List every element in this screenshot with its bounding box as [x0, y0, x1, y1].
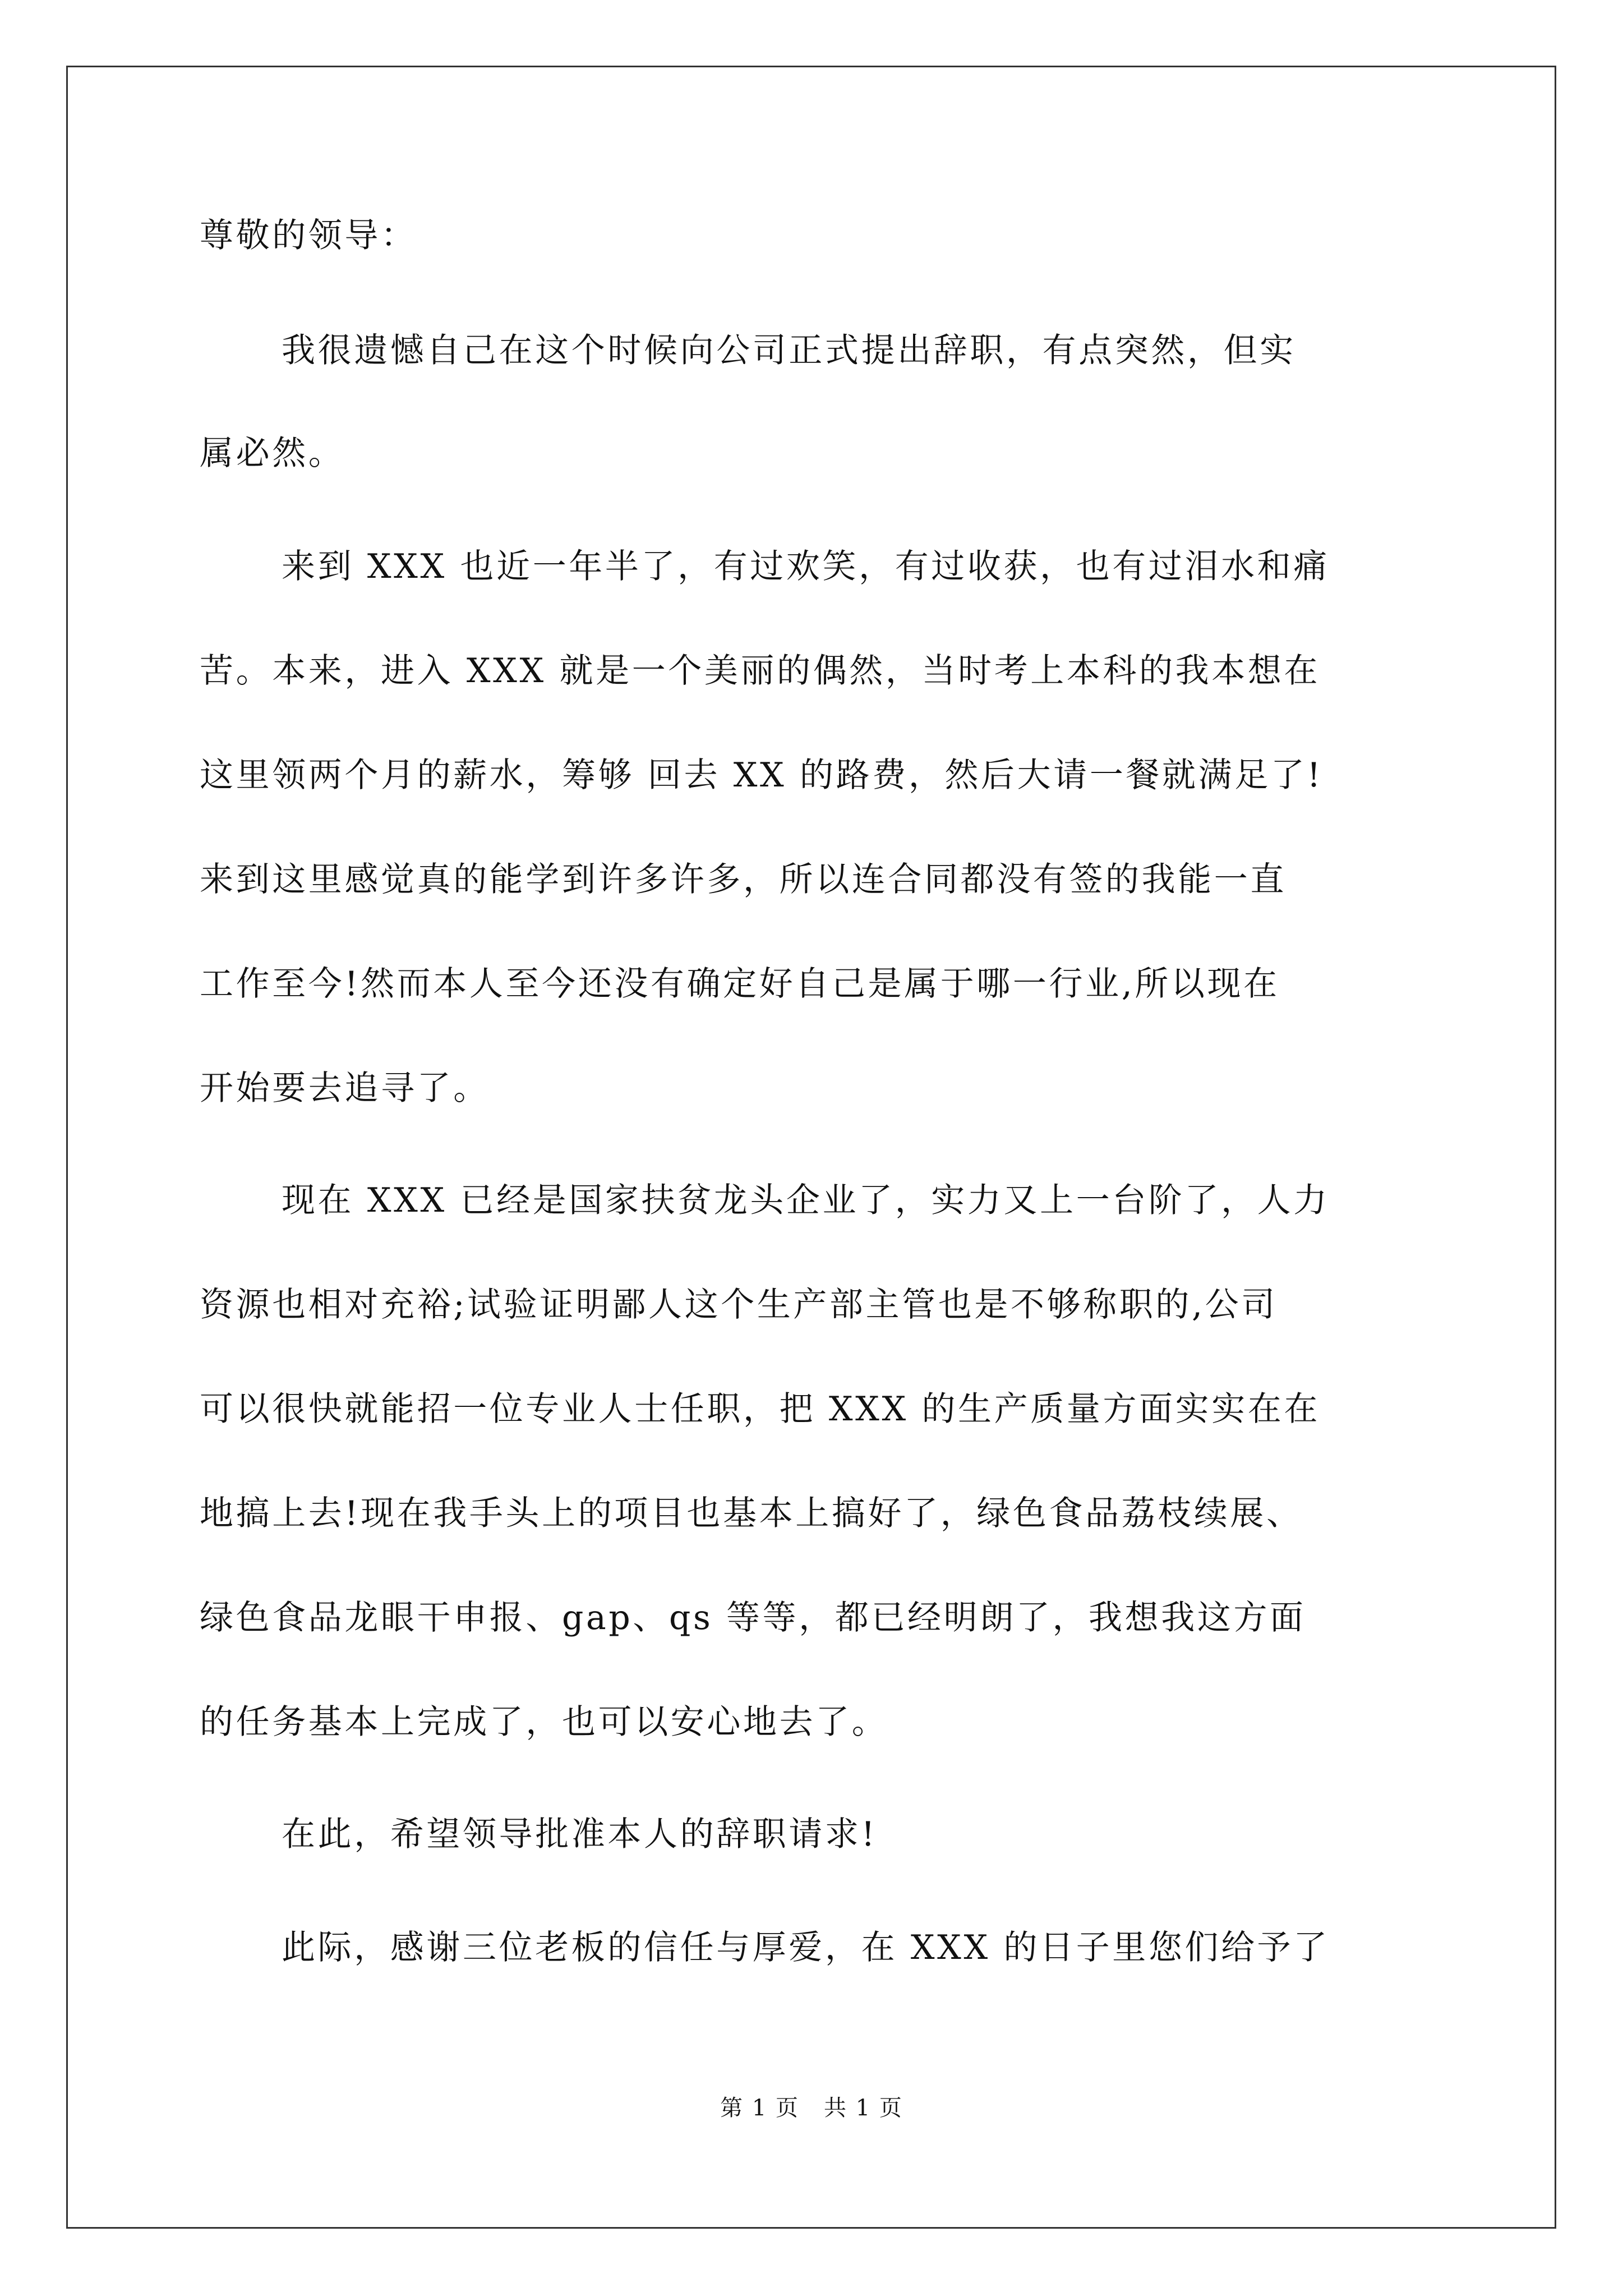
paragraph-2-line-3: 这里领两个月的薪水，筹够 回去 XX 的路费，然后大请一餐就满足了!: [200, 756, 1324, 795]
page-border: [66, 66, 1556, 2229]
paragraph-3-line-3: 可以很快就能招一位专业人士任职，把 XXX 的生产质量方面实实在在: [200, 1389, 1321, 1429]
page-total: 共 1 页: [824, 2095, 903, 2121]
paragraph-2-line-1: 来到 XXX 也近一年半了，有过欢笑，有过收获，也有过泪水和痛: [282, 547, 1330, 586]
paragraph-1-line-1: 我很遗憾自己在这个时候向公司正式提出辞职，有点突然，但实: [282, 331, 1296, 370]
paragraph-4-line-1: 在此，希望领导批准本人的辞职请求!: [282, 1815, 878, 1854]
paragraph-2-line-4: 来到这里感觉真的能学到许多许多，所以连合同都没有签的我能一直: [200, 860, 1287, 899]
paragraph-2-line-6: 开始要去追寻了。: [200, 1069, 490, 1108]
paragraph-5-line-1: 此际，感谢三位老板的信任与厚爱，在 XXX 的日子里您们给予了: [282, 1928, 1330, 1967]
paragraph-1-line-2: 属必然。: [200, 434, 345, 473]
paragraph-3-line-4: 地搞上去!现在我手头上的项目也基本上搞好了，绿色食品荔枝续展、: [200, 1494, 1303, 1533]
paragraph-3-line-6: 的任务基本上完成了，也可以安心地去了。: [200, 1703, 888, 1742]
page-number: 第 1 页: [720, 2095, 799, 2121]
paragraph-3-line-2: 资源也相对充裕;试验证明鄙人这个生产部主管也是不够称职的,公司: [200, 1285, 1278, 1324]
paragraph-2-line-5: 工作至今!然而本人至今还没有确定好自己是属于哪一行业,所以现在: [200, 964, 1280, 1004]
paragraph-3-line-1: 现在 XXX 已经是国家扶贫龙头企业了，实力又上一台阶了，人力: [282, 1181, 1330, 1220]
paragraph-2-line-2: 苦。本来，进入 XXX 就是一个美丽的偶然，当时考上本科的我本想在: [200, 651, 1321, 691]
salutation: 尊敬的领导：: [200, 216, 417, 255]
page-footer: [0, 2091, 1623, 2125]
paragraph-3-line-5: 绿色食品龙眼干申报、gap、qs 等等，都已经明朗了，我想我这方面: [200, 1598, 1306, 1637]
